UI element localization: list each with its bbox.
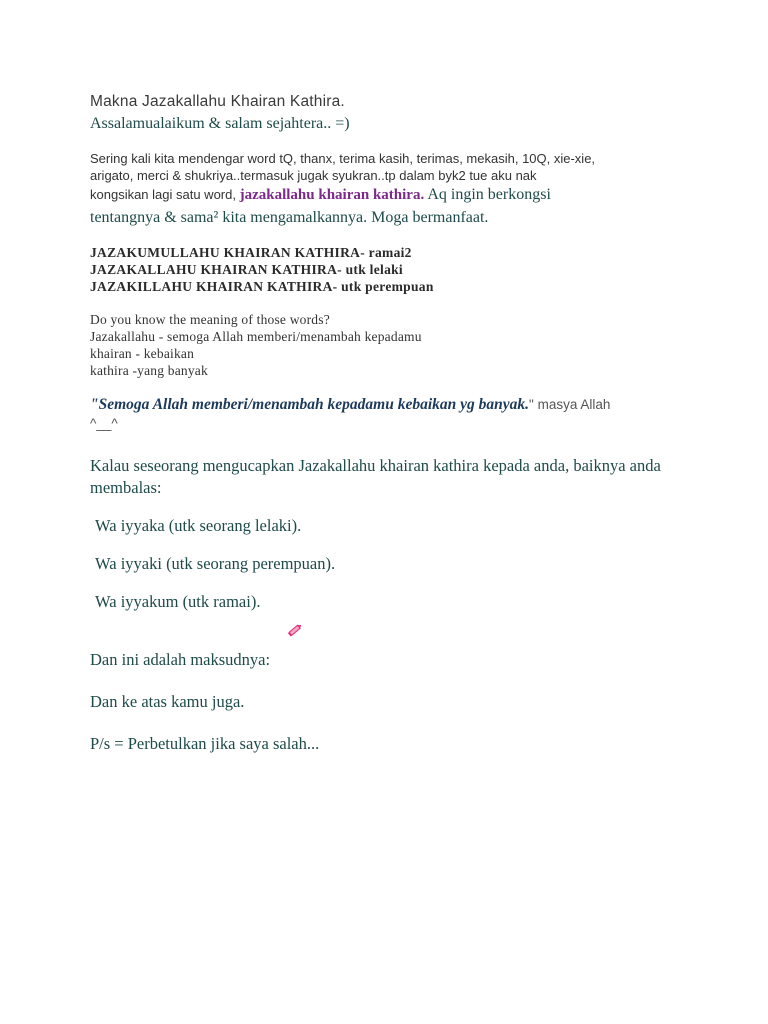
- pencil-row: [90, 613, 690, 649]
- meaning-item: Jazakallahu - semoga Allah memberi/menambah kepadamu: [90, 329, 422, 344]
- meaning-question: Do you know the meaning of those words?: [90, 312, 330, 327]
- highlight-phrase: jazakallahu khairan kathira.: [239, 187, 425, 203]
- reply-plural: Wa iyyakum (utk ramai).: [95, 592, 261, 611]
- meaning-section: [90, 311, 690, 379]
- meaning-item: kathira -yang banyak: [90, 363, 208, 378]
- ps-text: P/s = Perbetulkan jika saya salah...: [90, 734, 320, 753]
- intro-line-4: tentangnya & sama² kita mengamalkannya. Moga bermanfaat.: [90, 209, 489, 226]
- quote-block: [90, 395, 690, 433]
- document-title: Makna Jazakallahu Khairan Kathira.: [90, 93, 345, 110]
- form-female: JAZAKILLAHU KHAIRAN KATHIRA- utk perempuan: [90, 279, 434, 294]
- document-page: [90, 92, 690, 755]
- quote-emoticon: ^__^: [90, 416, 118, 431]
- quote-bold-text: "Semoga Allah memberi/menambah kepadamu kebaikan yg banyak.: [90, 396, 530, 413]
- intro-line-3-suffix: Aq ingin berkongsi: [424, 186, 551, 203]
- form-plural: JAZAKUMULLAHU KHAIRAN KATHIRA- ramai2: [90, 245, 412, 260]
- kalau-paragraph: Kalau seseorang mengucapkan Jazakallahu khairan kathira kepada anda, baiknya anda membalas:: [90, 456, 661, 497]
- forms-list: [90, 244, 690, 295]
- intro-line-1: Sering kali kita mendengar word tQ, thanx, terima kasih, terimas, mekasih, 10Q, xie-xie,: [90, 151, 596, 166]
- reply-male: Wa iyyaka (utk seorang lelaki).: [95, 516, 302, 535]
- maksud-text: Dan ini adalah maksudnya:: [90, 650, 271, 669]
- greeting-text: Assalamualaikum & salam sejahtera.. =): [90, 115, 350, 132]
- intro-line-3: [90, 184, 690, 206]
- intro-line-2: arigato, merci & shukriya..termasuk jugak syukran..tp dalam byk2 tue aku nak: [90, 168, 537, 183]
- pencil-icon: [286, 621, 304, 639]
- intro-line-3-prefix: kongsikan lagi satu word,: [90, 187, 240, 202]
- quote-rest-text: " masya Allah: [529, 397, 611, 412]
- arti-text: Dan ke atas kamu juga.: [90, 692, 245, 711]
- reply-female: Wa iyyaki (utk seorang perempuan).: [95, 554, 336, 573]
- meaning-item: khairan - kebaikan: [90, 346, 195, 361]
- intro-paragraph: [90, 150, 690, 230]
- form-male: JAZAKALLAHU KHAIRAN KATHIRA- utk lelaki: [90, 262, 403, 277]
